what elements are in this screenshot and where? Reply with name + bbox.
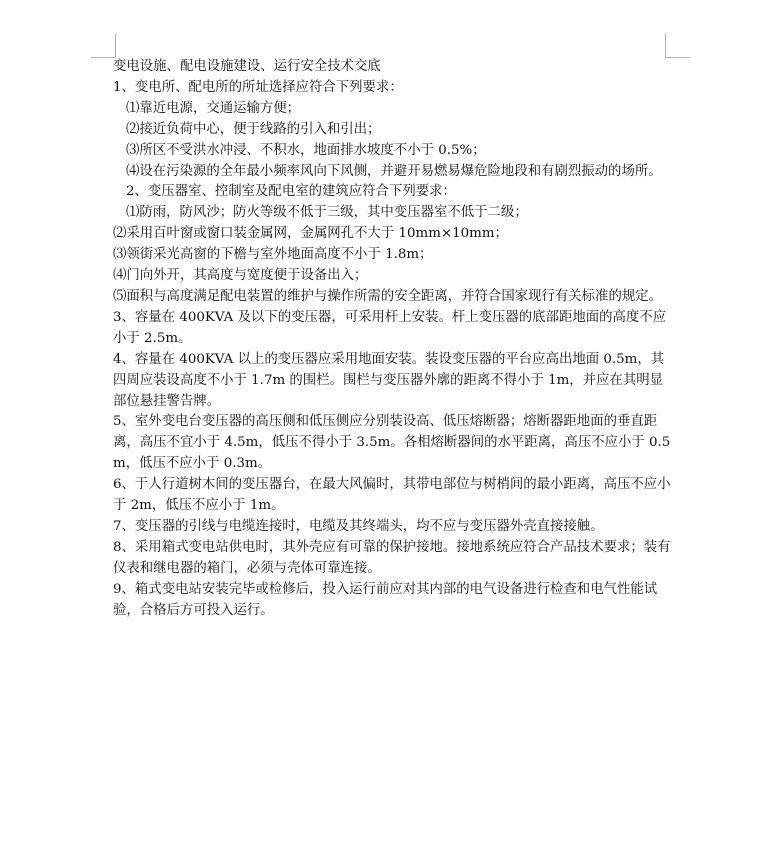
paragraph-1-item-2: ⑵接近负荷中心，便于线路的引入和引出； xyxy=(126,121,381,137)
paragraph-2-item-3: ⑶领街采光高窗的下檐与室外地面高度不小于 1.8m； xyxy=(113,247,433,263)
paragraph-1-item-3: ⑶所区不受洪水冲浸、不积水，地面排水坡度不小于 0.5%； xyxy=(126,142,486,158)
paragraph-2: 2、变压器室、控制室及配电室的建筑应符合下列要求： xyxy=(126,184,456,200)
paragraph-6: 6、于人行道树木间的变压器台，在最大风偏时，其带电部位与树梢间的最小距离，高压不应小于 2m，低压不应小于 1m。 xyxy=(113,477,671,514)
paragraph-2-item-4: ⑷门向外开，其高度与宽度便于设备出入； xyxy=(113,268,368,284)
page-corner-mark-top-right xyxy=(665,33,690,58)
paragraph-1-item-4: ⑷设在污染源的全年最小频率风向下风侧，并避开易燃易爆危险地段和有剧烈振动的场所。 xyxy=(126,163,662,179)
paragraph-2-item-5: ⑸面积与高度满足配电装置的维护与操作所需的安全距离，并符合国家现行有关标准的规定。 xyxy=(113,288,663,304)
paragraph-9: 9、箱式变电站安装完毕或检修后，投入运行前应对其内部的电气设备进行检查和电气性能试验，合格后方可投入运行。 xyxy=(113,581,658,618)
document-title: 变电设施、配电设施建设、运行安全技术交底 xyxy=(113,59,381,74)
page-corner-mark-top-left xyxy=(91,33,116,58)
paragraph-7: 7、变压器的引线与电缆连接时，电缆及其终端头，均不应与变压器外壳直接接触。 xyxy=(113,518,604,534)
paragraph-2-item-2: ⑵采用百叶窗或窗口装金属网，金属网孔不大于 10mm×10mm； xyxy=(113,226,508,242)
paragraph-1-item-1: ⑴靠近电源，交通运输方便； xyxy=(126,100,301,116)
paragraph-2-item-1: ⑴防雨，防风沙；防火等级不低于三级，其中变压器室不低于二级； xyxy=(126,205,528,221)
document-body[interactable] xyxy=(113,57,673,621)
paragraph-8: 8、采用箱式变电站供电时，其外壳应有可靠的保护接地。接地系统应符合产品技术要求；装有仪表和继电器的箱门，必须与壳体可靠连接。 xyxy=(113,539,671,576)
paragraph-1: 1、变电所、配电所的所址选择应符合下列要求： xyxy=(113,79,403,95)
paragraph-5: 5、室外变电台变压器的高压侧和低压侧应分别装设高、低压熔断器；熔断器距地面的垂直距离，高压不宜小于 4.5m，低压不得小于 3.5m。各相熔断器间的水平距离，高压不应小于 0.5m，低压不应小于 0.3m。 xyxy=(113,414,671,472)
paragraph-3: 3、容量在 400KVA 及以下的变压器，可采用杆上安装。杆上变压器的底部距地面的高度不应小于 2.5m。 xyxy=(113,309,667,346)
paragraph-4: 4、容量在 400KVA 以上的变压器应采用地面安装。装设变压器的平台应高出地面 0.5m，其四周应装设高度不小于 1.7m 的围栏。围栏与变压器外廓的距离不得小于 1m，并应在其明显部位悬挂警告牌。 xyxy=(113,351,665,409)
